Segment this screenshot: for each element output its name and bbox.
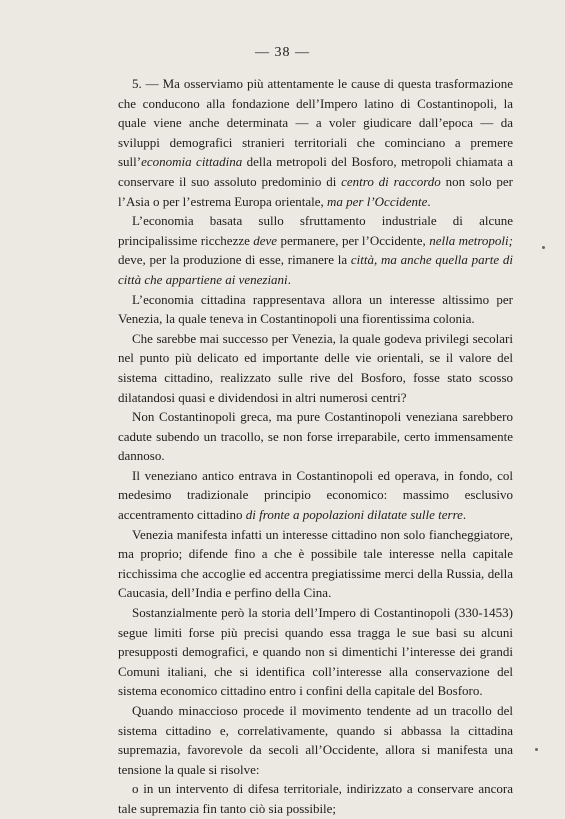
text-segment: Il veneziano antico entrava in Costantinopoli ed operava, in fondo, col medesimo tradizionale principio economico: massimo esclusivo accentramento cittadino [118, 467, 513, 523]
text-segment: L’economia basata sullo sfruttamento industriale di alcune principalissime ricchezze [118, 213, 513, 248]
paragraph [118, 525, 513, 603]
text-segment: Quando minaccioso procede il movimento tendente ad un tracollo del sistema cittadino e, correlativamente, quando si abbassa la cittadina supremazia, favorevole da secoli all’Occidente, allora si manifesta una tensione la quale si risolve: [118, 703, 513, 777]
text-segment: . [462, 507, 467, 523]
paragraph [118, 779, 513, 818]
text-segment: 5. — Ma osserviamo più attentamente le cause di questa trasformazione che conducono alla fondazione dell’Impero latino di Costantinopoli, la quale viene anche determinata — a voler giudicare dall’epoca — da sviluppi demografici stranieri territoriali che cominciano a premere sull’ [118, 76, 513, 170]
paragraph [118, 701, 513, 779]
paragraph [118, 211, 513, 289]
speck-mark [542, 246, 545, 249]
text-segment: permanere, per l’Occidente, [277, 232, 430, 248]
italic-text-segment: di fronte a popolazioni dilatate sulle terre [245, 507, 463, 523]
text-segment: Sostanzialmente però la storia dell’Impero di Costantinopoli (330-1453) segue limiti forse più precisi quando essa tragga le sue basi su alcuni presupposti demografici, e quando non si dimentichi l’interesse dei grandi Comuni italiani, che si identifica coll’interesse alla conservazione del sistema economico cittadino entro i confini della capitale del Bosforo. [118, 605, 513, 699]
text-segment: . [427, 193, 431, 209]
italic-text-segment: economia cittadina [141, 154, 243, 170]
body-text [118, 74, 513, 819]
paragraph [118, 74, 513, 211]
italic-text-segment: ma per l’Occidente [327, 193, 428, 209]
text-segment: Che sarebbe mai successo per Venezia, la quale godeva privilegi secolari nel punto più delicato ed importante delle vie orientali, se il valore del sistema cittadino, realizzato sulle rive del Bosforo, fosse stato scosso dilatandosi quasi e dividendosi in altri numerosi centri? [118, 330, 513, 405]
page-number: — 38 — [255, 45, 310, 60]
paragraph [118, 329, 513, 407]
paragraph [118, 466, 513, 525]
text-segment: non solo per l’Asia o per l’estrema Europa orientale, [118, 173, 513, 209]
paragraph [118, 407, 513, 466]
text-segment: Non Costantinopoli greca, ma pure Costantinopoli veneziana sarebbero cadute subendo un tracollo, se non forse irreparabile, certo immensamente dannoso. [118, 409, 513, 464]
paragraph [118, 290, 513, 329]
speck-mark [535, 748, 538, 751]
text-segment: . [287, 271, 291, 287]
italic-text-segment: deve [253, 232, 278, 248]
paragraph [118, 603, 513, 701]
italic-text-segment: centro di raccordo [341, 173, 441, 189]
text-segment: Venezia manifesta infatti un interesse cittadino non solo fiancheggiatore, ma proprio; difende fino a che è possibile tale interesse nella capitale ricchissima che accoglie ed accentra pregiatissime merci della Russia, della Caucasia, dell’India e perfino della Cina. [118, 526, 513, 601]
italic-text-segment: città, ma anche quella parte di città che appartiene ai veneziani [118, 252, 513, 287]
text-segment: o in un intervento di difesa territoriale, indirizzato a conservare ancora tale supremazia fin tanto ciò sia possibile; [118, 781, 513, 816]
text-segment: L’economia cittadina rappresentava allora un interesse altissimo per Venezia, la quale teneva in Costantinopoli una fiorentissima colonia. [118, 291, 513, 327]
text-segment: della metropoli del Bosforo, metropoli chiamata a conservare il suo assoluto predominio di [118, 154, 513, 189]
text-segment: deve, per la produzione di esse, rimanere la [118, 252, 351, 268]
italic-text-segment: nella metropoli; [429, 232, 513, 248]
